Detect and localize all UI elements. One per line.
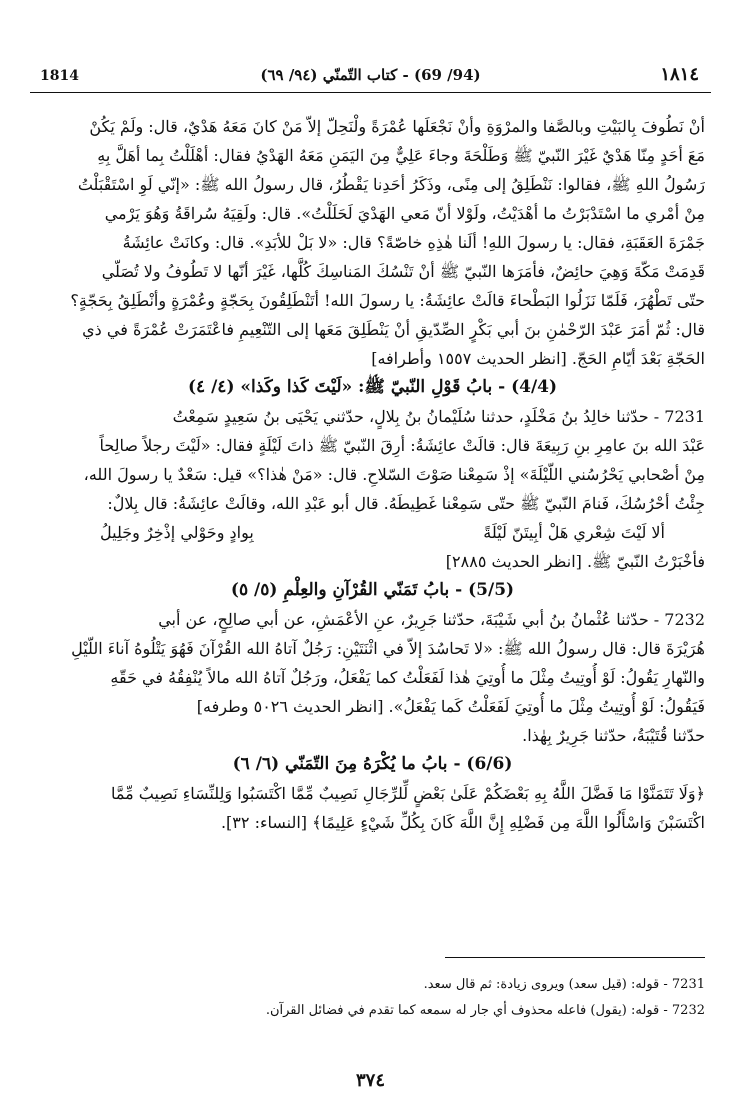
- page-number-arabic: ١٨١٤: [660, 64, 699, 85]
- page-header: [30, 62, 711, 92]
- running-title: (94/ 69) - كتاب التّمنّي (٩٤/ ٦٩): [260, 66, 481, 84]
- hadith-line: هُرَيْرَةَ قال: قال رسولُ الله ﷺ: «لا تَحاسُدَ إلاّ في اثْنَتَيْنِ: رَجُلٌ آتاهُ الله القُرْآنَ فَهُوَ يَتْلُوهُ آناءَ اللّيْلِ: [71, 639, 705, 658]
- hadith-line: جِئْتُ أحْرُسُكَ، فَنامَ النّبيّ ﷺ حتّى سَمِعْنا غَطِيطَهُ. قال أبو عَبْدِ الله، وقالَتْ عائِشَةُ: قال بِلالٌ:: [107, 494, 705, 513]
- poem-hemistich-second: بِوادٍ وحَوْلي إذْخِرٌ وجَلِيلُ: [100, 523, 254, 542]
- hadith-line: والنّهارِ يَقُولُ: لَوْ أُوتِيتُ مِثْلَ ما أُوتِيَ هٰذا لَفَعَلْتُ كما يَفْعَلُ، ورَجُلٌ آتاهُ الله مالاً يُنْفِقُهُ في حَقّهِ: [110, 668, 705, 687]
- page-number-latin: 1814: [40, 68, 79, 84]
- hadith-line: عَبْدَ الله بنَ عامِرِ بنِ رَبِيعَةَ قال: قالَتْ عائِشَةُ: أرِقَ النّبيّ ﷺ ذاتَ لَيْلَةٍ فقال: «لَيْتَ رجلاً صالِحاً: [99, 436, 705, 455]
- quran-verse-line: اكْتَسَبْنَ وَاسْأَلُوا اللَّهَ مِن فَضْلِهِ إِنَّ اللَّهَ كَانَ بِكُلِّ شَيْءٍ عَلِيمًا﴾ [النساء: ٣٢].: [220, 813, 705, 832]
- poem-hemistich-first: ألا لَيْتَ شِعْري هَلْ أبِيتَنّ لَيْلَةً: [483, 523, 665, 542]
- chapter-heading: (4/4) - بابُ قَوْلِ النّبيّ ﷺ: «لَيْتَ كَذا وكَذا» (٤/ ٤): [187, 377, 558, 397]
- text-line: فأخْبَرْتُ النّبيّ ﷺ. [انظر الحديث ٢٨٨٥]: [445, 552, 705, 571]
- hadith-line: 7231 - حدّثنا خالِدُ بنُ مَخْلَدٍ، حدثنا سُلَيْمانُ بنُ بِلالٍ، حدّثني يَحْيَى بنُ سَعِيدٍ سَمِعْتُ: [172, 407, 705, 426]
- text-line: مِنْ أمْري ما اسْتَدْبَرْتُ ما أهْدَيْتُ، ولَوْلا أنّ مَعي الهَدْيَ لَحَلَلْتُ». قال: ولَقِيَهُ سُراقَةُ وَهُوَ يَرْمي: [104, 204, 705, 223]
- footnotes: [40, 972, 705, 1024]
- header-rule: [30, 92, 711, 93]
- text-line: حتّى تَطْهُرَ، فَلَمّا نَزَلُوا البَطْحاءَ قالَتْ عائِشَةُ: يا رسولَ الله! أتَنْطَلِقُونَ بِحَجّةٍ وعُمْرَةٍ وأنْطَلِقُ بِحَجّةٍ؟: [70, 291, 705, 310]
- text-line: قَدِمَتْ مَكّةَ وَهِيَ حائِضٌ، فأمَرَها النّبيّ ﷺ أنْ تَنْسُكَ المَناسِكَ كُلَّها، غَيْرَ أنّها لا تَطُوفُ ولا تُصَلّي: [101, 262, 705, 281]
- main-text: [40, 112, 705, 837]
- footnote: 7231 - قوله: (قيل سعد) ويروى زيادة: ثم قال سعد.: [423, 977, 705, 992]
- text-line: قال: ثُمّ أمَرَ عَبْدَ الرّحْمٰنِ بنَ أبي بَكْرٍ الصِّدّيقِ أنْ يَنْطَلِقَ مَعَها إلى التّنْعِيمِ فاعْتَمَرَتْ عُمْرَةً في ذي: [82, 320, 705, 339]
- hadith-line: مِنْ أصْحابي يَحْرُسُني اللّيْلَةَ» إذْ سَمِعْنا صَوْتَ السّلاحِ. قال: «مَنْ هٰذا؟» قيل: سَعْدٌ يا رسولَ الله،: [83, 465, 705, 484]
- chapter-heading: (5/5) - بابُ تَمَنّي القُرْآنِ والعِلْمِ (٥/ ٥): [230, 580, 515, 600]
- footnote: 7232 - قوله: (يقول) فاعله محذوف أي جار له سمعه كما تقدم في فضائل القرآن.: [265, 1003, 705, 1018]
- page-number-footer: ٣٧٤: [355, 1070, 385, 1091]
- chapter-heading: (6/6) - بابُ ما يُكْرَهُ مِنَ التّمَنّي (٦/ ٦): [232, 754, 513, 774]
- text-line: مَعَ أحَدٍ مِنّا هَدْيٌ غَيْرَ النّبيّ ﷺ وَطَلْحَةَ وجاءَ عَلِيٌّ مِنَ اليَمَنِ مَعَهُ الهَدْيُ فقال: أهْلَلْتُ بِما أهَلَّ بِهِ: [97, 146, 705, 165]
- poem-verse: [40, 518, 705, 547]
- text-line: رَسُولُ اللهِ ﷺ، فقالوا: نَنْطَلِقُ إلى مِنًى، وذَكَرُ أحَدِنا يَقْطُرُ، قال رسولُ الله ﷺ: «إنّي لَوِ اسْتَقْبَلْتُ: [77, 175, 705, 194]
- hadith-line: فَيَقُولُ: لَوْ أُوتِيتُ مِثْلَ ما أُوتِيَ لَفَعَلْتُ كَما يَفْعَلُ». [انظر الحديث ٥٠٢٦ وطرفه]: [196, 697, 705, 716]
- quran-verse-line: ﴿وَلَا تَتَمَنَّوْا مَا فَضَّلَ اللَّهُ بِهِ بَعْضَكُمْ عَلَىٰ بَعْضٍ لِّلرِّجَالِ نَصِيبٌ مِّمَّا اكْتَسَبُوا وَلِلنِّسَاءِ نَصِيبٌ مِّمَّا: [111, 784, 705, 803]
- hadith-line: 7232 - حدّثنا عُثْمانُ بنُ أبي شَيْبَةَ، حدّثنا جَرِيرٌ، عنِ الأعْمَشِ، عن أبي صالِحٍ، عن أبي: [158, 610, 705, 629]
- footnote-rule: [445, 957, 705, 958]
- text-line: الحَجّةِ بَعْدَ أيّامِ الحَجّ. [انظر الحديث ١٥٥٧ وأطرافه]: [371, 349, 705, 368]
- text-line: جَمْرَةَ العَقَبَةِ، فقال: يا رسولَ اللهِ! ألَنا هٰذِهِ خاصّةً؟ قال: «لا بَلْ للأبَدِ». قال: وكانَتْ عائِشَةُ: [122, 233, 705, 252]
- text-line: أنْ نَطُوفَ بِالبَيْتِ وبالصَّفا والمرْوَةِ وأنْ نَجْعَلَها عُمْرَةً ولْنَحِلّ إلاّ مَنْ كانَ مَعَهُ هَدْيٌ، قال: ولَمْ يَكُنْ: [89, 117, 705, 136]
- text-line: حدّثنا قُتَيْبَةُ، حدّثنا جَرِيرٌ بِهٰذا.: [522, 726, 705, 745]
